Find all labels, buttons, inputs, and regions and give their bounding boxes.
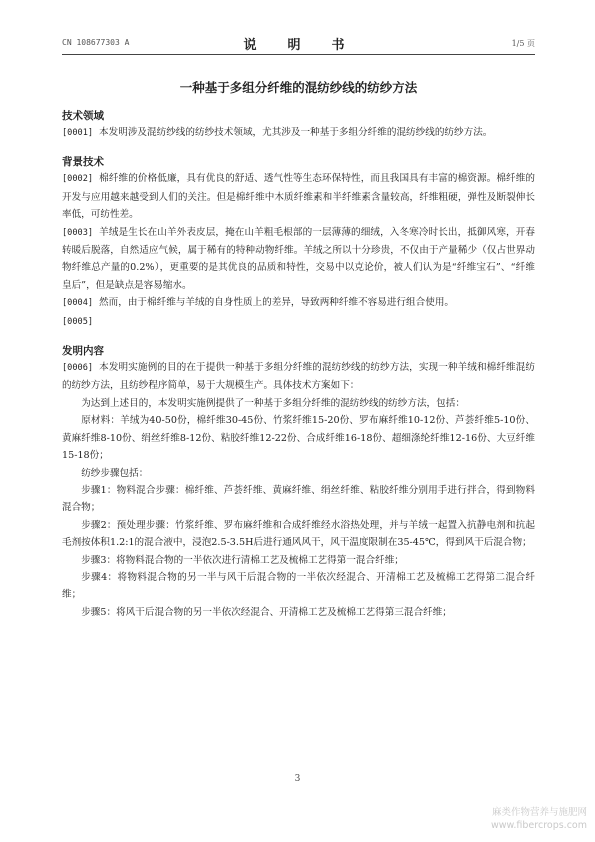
section-heading-tech-field: 技术领域 bbox=[62, 110, 104, 122]
paragraph-step-5: 步骤5：将风干后混合物的另一半依次经混合、开清棉工艺及梳棉工艺得第三混合纤维； bbox=[81, 606, 452, 618]
watermark bbox=[491, 806, 587, 832]
document-body bbox=[62, 108, 535, 621]
paragraph-0005 bbox=[62, 313, 535, 331]
paragraph-0002 bbox=[62, 170, 535, 223]
paragraph-text: 然而，由于棉纤维与羊绒的自身性质上的差异，导致两种纤维不容易进行组合使用。 bbox=[99, 297, 455, 309]
paragraph-steps-intro: 纺纱步骤包括： bbox=[81, 467, 149, 479]
page-number: 3 bbox=[294, 774, 301, 784]
document-title: 一种基于多组分纤维的混纺纱线的纺纱方法 bbox=[179, 80, 418, 95]
paragraph-text: 棉纤维的价格低廉，具有优良的舒适、透气性等生态环保特性，而且我国具有丰富的棉资源。棉纤维的开发与应用越来越受到人们的关注。但是棉纤维中木质纤维素和半纤维素含量较高，纤维粗硬，弹性及断裂伸长率低，可纺性差。 bbox=[62, 173, 535, 221]
paragraph-step-4: 步骤4：将物料混合物的另一半与风干后混合物的一半依次经混合、开清棉工艺及梳棉工艺得第二混合纤维； bbox=[62, 571, 535, 601]
paragraph-text: 本发明涉及混纺纱线的纺纱技术领域，尤其涉及一种基于多组分纤维的混纺纱线的纺纱方法。 bbox=[99, 127, 493, 138]
paragraph-number: [0004] bbox=[62, 298, 94, 309]
paragraph-step-1: 步骤1：物料混合步骤：棉纤维、芦荟纤维、黄麻纤维、绢丝纤维、粘胶纤维分别用手进行拌合，得到物料混合物； bbox=[62, 484, 535, 514]
paragraph-number: [0001] bbox=[62, 128, 94, 138]
paragraph-0004 bbox=[62, 294, 535, 312]
paragraph-step-2: 步骤2：预处理步骤：竹浆纤维、罗布麻纤维和合成纤维经水浴热处理，并与羊绒一起置入抗静电剂和抗起毛剂按体积1.2:1的混合液中，浸泡2.5-3.5H后进行通风风干，风干温度限制在35-45℃，得到风干后混合物； bbox=[62, 519, 535, 549]
paragraph-0003 bbox=[62, 224, 535, 295]
section-heading-background: 背景技术 bbox=[62, 156, 104, 169]
watermark-url: www.fibercrops.com bbox=[490, 820, 587, 831]
paragraph-number: [0005] bbox=[62, 316, 94, 327]
page-info: 1/5 页 bbox=[511, 39, 535, 48]
paragraph-number: [0003] bbox=[62, 227, 94, 238]
paragraph-0001 bbox=[62, 124, 535, 142]
document-type: 说 明 书 bbox=[243, 38, 354, 53]
paragraph-text: 本发明实施例的目的在于提供一种基于多组分纤维的混纺纱线的纺纱方法，实现一种羊绒和棉纤维混纺的纺纱方法，且纺纱程序简单，易于大规模生产。具体技术方案如下： bbox=[62, 362, 535, 392]
paragraph-number: [0002] bbox=[62, 174, 94, 185]
paragraph-purpose: 为达到上述目的，本发明实施例提供了一种基于多组分纤维的混纺纱线的纺纱方法，包括： bbox=[81, 397, 465, 409]
section-heading-invention: 发明内容 bbox=[62, 345, 104, 358]
paragraph-materials: 原材料：羊绒为40-50份，棉纤维30-45份、竹浆纤维15-20份、罗布麻纤维10-12份、芦荟纤维5-10份、黄麻纤维8-10份、绢丝纤维8-12份、粘胶纤维12-22份、合成纤维16-18份、超细涤纶纤维12-16份、大豆纤维15-18份； bbox=[62, 415, 535, 462]
watermark-site-name: 麻类作物营养与施肥网 bbox=[491, 807, 587, 818]
paragraph-step-3: 步骤3：将物料混合物的一半依次进行清棉工艺及梳棉工艺得第一混合纤维； bbox=[81, 554, 404, 566]
paragraph-0006 bbox=[62, 359, 535, 395]
paragraph-number: [0006] bbox=[62, 363, 94, 374]
paragraph-text: 羊绒是生长在山羊外表皮层，掩在山羊粗毛根部的一层薄薄的细绒，入冬寒冷时长出，抵御风寒，开春转暖后脱落，自然适应气候，属于稀有的特种动物纤维。羊绒之所以十分珍贵，不仅由于产量稀少（仅占世界动物纤维总产量的0.2%），更重要的是其优良的品质和特性，交易中以克论价，被人们认为是“纤维宝石”、“纤维皇后”，但是缺点是容易缩水。 bbox=[62, 226, 535, 291]
patent-number: CN 108677303 A bbox=[62, 38, 130, 47]
page-header bbox=[62, 34, 535, 55]
